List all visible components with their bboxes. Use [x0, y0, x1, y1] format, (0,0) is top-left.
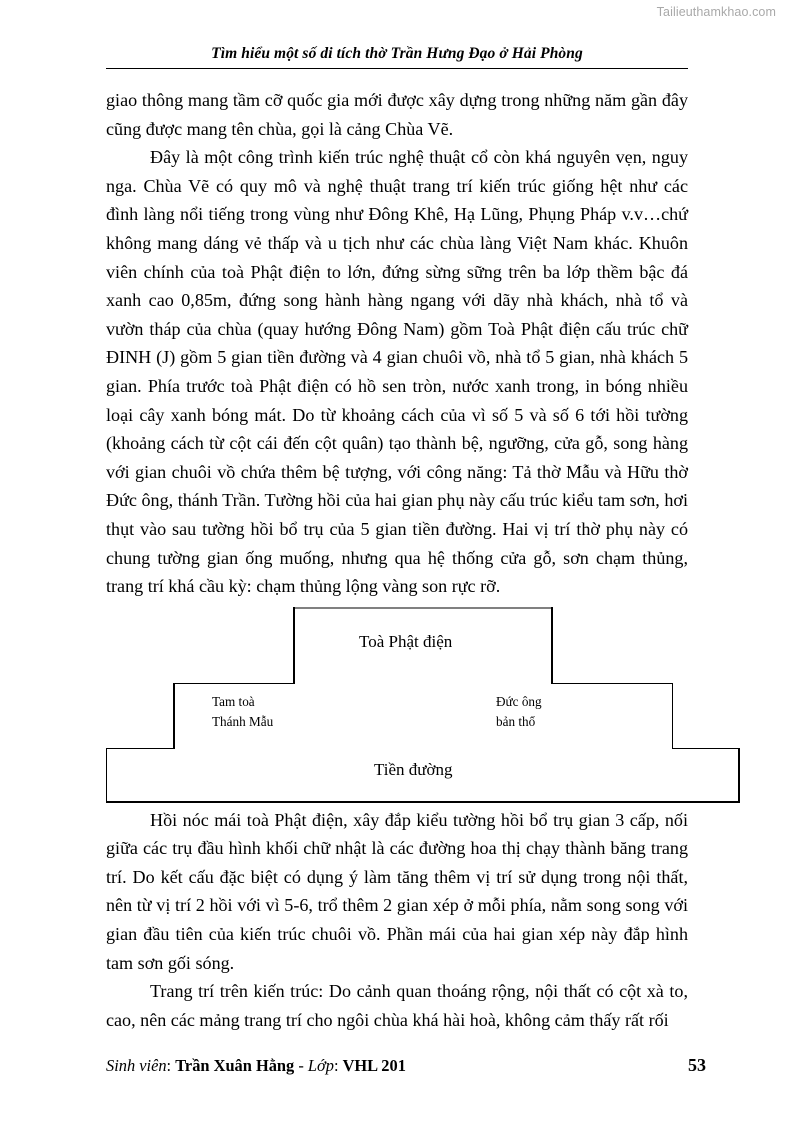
footer-separator: -: [294, 1056, 308, 1075]
plan-top-edge: [293, 607, 553, 609]
watermark-text: Tailieuthamkhao.com: [656, 5, 776, 19]
footer-colon-1: :: [166, 1056, 176, 1075]
paragraph-continuation: giao thông mang tầm cỡ quốc gia mới được xây dựng trong những năm gần đây cũng được mang tên chùa, gọi là cảng Chùa Vẽ.: [106, 90, 688, 139]
header-title: Tìm hiểu một số di tích thờ Trần Hưng Đạo ở Hải Phòng: [211, 45, 583, 62]
plan-right-wing-outer-wall: [672, 683, 674, 749]
plan-label-right-block-line2: bản thổ: [496, 713, 536, 729]
footer-student-label: Sinh viên: [106, 1056, 167, 1075]
plan-main-hall-right-wall: [551, 607, 553, 684]
plan-left-wing-outer-wall: [173, 683, 175, 749]
plan-front-hall-top-left: [106, 748, 174, 750]
plan-label-main-hall: Toà Phật điện: [359, 631, 453, 651]
plan-front-hall-right-wall: [738, 748, 740, 803]
plan-label-left-block-line2: Thánh Mẫu: [212, 713, 274, 729]
plan-right-wing-top: [551, 683, 673, 685]
page-footer: [106, 1055, 706, 1076]
paragraph-decoration: Trang trí trên kiến trúc: Do cảnh quan thoáng rộng, nội thất có cột xà to, cao, nên các mảng trang trí cho ngôi chùa khá hài hoà, không cảm thấy rất rối: [106, 981, 688, 1030]
footer-student-name: Trần Xuân Hằng: [175, 1056, 295, 1075]
plan-label-right-block-line1: Đức ông: [496, 693, 542, 709]
plan-label-left-block-line1: Tam toà: [212, 693, 255, 709]
page-header: [106, 44, 688, 69]
paragraph-roof: Hồi nóc mái toà Phật điện, xây đắp kiểu tường hồi bổ trụ gian 3 cấp, nối giữa các trụ đầu hình khối chữ nhật là các đường hoa thị chạy thành băng trang trí. Do kết cấu đặc biệt có dụng ý làm tăng thêm vị trí sử dụng trong nội thất, nên từ vị trí 2 hồi với vì 5-6, trổ thêm 2 gian xép ở mỗi phía, nằm song song với gian đầu tiên của kiến trúc chuôi vồ. Phần mái của hai gian xép này đắp hình tam sơn gối sóng.: [106, 809, 688, 973]
paragraph-architecture: Đây là một công trình kiến trúc nghệ thuật cổ còn khá nguyên vẹn, nguy nga. Chùa Vẽ có quy mô và nghệ thuật trang trí kiến trúc giống hệt như các đình làng nổi tiếng trong vùng như Đông Khê, Hạ Lũng, Phụng Pháp v.v…chứ không mang dáng vẻ thấp và u tịch như các chùa làng Việt Nam khác. Khuôn viên chính của toà Phật điện to lớn, đứng sừng sững trên ba lớp thềm bậc đá xanh cao 0,85m, đứng song hành hàng ngang với dãy nhà khách, nhà tổ và vườn tháp của chùa (quay hướng Đông Nam) gồm Toà Phật điện cấu trúc chữ ĐINH (J) gồm 5 gian tiền đường và 4 gian chuôi vồ, nhà tổ 5 gian, nhà khách 5 gian. Phía trước toà Phật điện có hồ sen tròn, nước xanh trong, in bóng nhiều loại cây xanh bóng mát. Do từ khoảng cách của vì số 5 và số 6 tới hồi tường (khoảng cách từ cột cái đến cột quân) tạo thành bệ, ngưỡng, cửa gỗ, song hàng với gian chuôi vồ chứa thêm bệ tượng, với công năng: Tả thờ Mẫu và Hữu thờ Đức ông, thánh Trần. Tường hồi của hai gian phụ này cấu trúc kiểu tam sơn, hơi thụt vào sau tường hồi bổ trụ của 5 gian tiền đường. Hai vị trí thờ phụ này có chung tường gian ống muống, nhưng qua hệ thống cửa gỗ, sơn chạm thủng, trang trí khá cầu kỳ: chạm thủng lộng vàng son rực rỡ.: [106, 147, 688, 597]
plan-front-hall-bottom-wall: [106, 801, 740, 803]
temple-floor-plan-diagram: [106, 601, 688, 806]
plan-label-front-hall: Tiền đường: [374, 759, 453, 779]
header-divider: [106, 68, 688, 69]
plan-front-hall-top-right: [672, 748, 740, 750]
page-content: [106, 86, 688, 1034]
plan-front-hall-left-wall: [106, 748, 108, 803]
page-number: 53: [688, 1055, 706, 1075]
footer-class-value: VHL 201: [342, 1056, 406, 1075]
plan-left-wing-top: [173, 683, 295, 685]
footer-class-label: Lớp: [307, 1056, 334, 1075]
footer-colon-2: :: [333, 1056, 343, 1075]
footer-student-line: [106, 1056, 406, 1076]
plan-main-hall-left-wall: [293, 607, 295, 684]
